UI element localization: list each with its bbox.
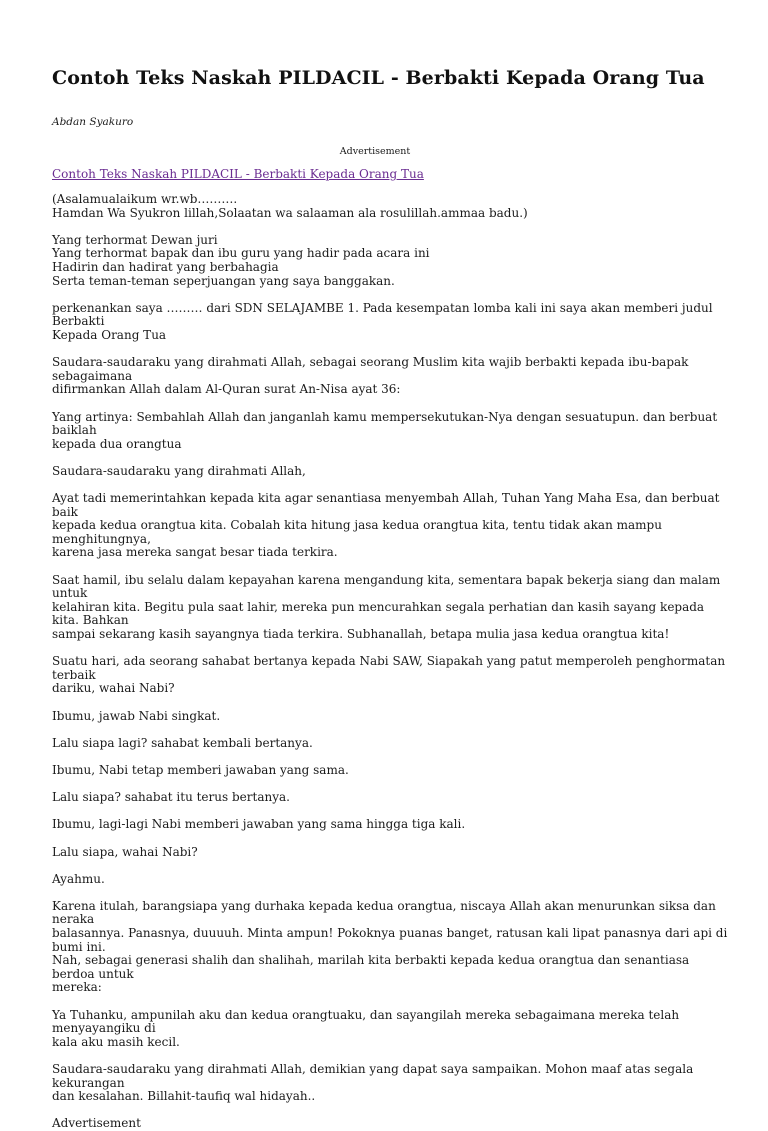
advertisement-label-bottom: Advertisement: [52, 1116, 141, 1131]
paragraph-dialogue-6: Lalu siapa, wahai Nabi?: [52, 844, 198, 859]
paragraph-closing: Saudara-saudaraku yang dirahmati Allah, demikian yang dapat saya sampaikan. Mohon maaf atas segala kekurangan dan kesalahan. Billahit-taufiq wal hidayah..: [52, 1062, 694, 1104]
paragraph-verse-explanation: Ayat tadi memerintahkan kepada kita agar senantiasa menyembah Allah, Tuhan Yang Maha Esa, dan berbuat baik kepada kedua orangtua kita. Cobalah kita hitung jasa kedua orangtua kita, tentu tidak akan mampu menghitungnya, karena jasa mereka sangat besar tiada terkira.: [52, 491, 720, 560]
paragraph-salam: (Asalamualaikum wr.wb………. Hamdan Wa Syukron lillah,Solaatan wa salaaman ala rosulillah.ammaa badu.): [52, 192, 528, 220]
paragraph-warning: Karena itulah, barangsiapa yang durhaka kepada kedua orangtua, niscaya Allah akan menurunkan siksa dan neraka balasannya. Panasnya, duuuuh. Minta ampun! Pokoknya puanas banget, ratusan kali lipat panasnya dari api di bumi ini. Nah, sebagai generasi shalih dan shalihah, marilah kita berbakti kepada kedua orangtua dan senantiasa berdoa untuk mereka:: [52, 898, 728, 995]
paragraph-dialogue-7: Ayahmu.: [52, 871, 105, 886]
document-body: [52, 193, 728, 1131]
paragraph-prayer: Ya Tuhanku, ampunilah aku dan kedua orangtuaku, dan sayangilah mereka sebagaimana mereka telah menyayangiku di kala aku masih kecil.: [52, 1007, 680, 1049]
document-title: Contoh Teks Naskah PILDACIL - Berbakti Kepada Orang Tua: [52, 67, 705, 89]
paragraph-dialogue-3: Ibumu, Nabi tetap memberi jawaban yang sama.: [52, 762, 349, 777]
paragraph-dialogue-4: Lalu siapa? sahabat itu terus bertanya.: [52, 790, 290, 805]
paragraph-greetings: Yang terhormat Dewan juri Yang terhormat bapak dan ibu guru yang hadir pada acara ini Hadirin dan hadirat yang berbahagia Serta teman-teman seperjuangan yang saya banggakan.: [52, 232, 430, 288]
paragraph-hadith-question: Suatu hari, ada seorang sahabat bertanya kepada Nabi SAW, Siapakah yang patut memperoleh penghormatan terbaik dariku, wahai Nabi?: [52, 654, 726, 696]
paragraph-parents-sacrifice: Saat hamil, ibu selalu dalam kepayahan karena mengandung kita, sementara bapak bekerja siang dan malam untuk kelahiran kita. Begitu pula saat lahir, mereka pun mencurahkan segala perhatian dan kasih sayang kepada kita. Bahkan sampai sekarang kasih sayangnya tiada terkira. Subhanallah, betapa mulia jasa kedua orangtua kita!: [52, 572, 721, 641]
advertisement-label-top: Advertisement: [339, 146, 411, 157]
paragraph-meaning: Yang artinya: Sembahlah Allah dan janganlah kamu mempersekutukan-Nya dengan sesuatupun. dan berbuat baiklah kepada dua orangtua: [52, 409, 718, 451]
paragraph-dialogue-2: Lalu siapa lagi? sahabat kembali bertanya.: [52, 735, 313, 750]
paragraph-introduction: perkenankan saya ……… dari SDN SELAJAMBE 1. Pada kesempatan lomba kali ini saya akan memberi judul Berbakti Kepada Orang Tua: [52, 300, 713, 342]
author-name: Abdan Syakuro: [52, 116, 134, 128]
paragraph-quran-reference: Saudara-saudaraku yang dirahmati Allah, sebagai seorang Muslim kita wajib berbakti kepada ibu-bapak sebagaimana difirmankan Allah dalam Al-Quran surat An-Nisa ayat 36:: [52, 355, 689, 397]
paragraph-dialogue-1: Ibumu, jawab Nabi singkat.: [52, 708, 221, 723]
document-title-link[interactable]: Contoh Teks Naskah PILDACIL - Berbakti Kepada Orang Tua: [52, 167, 424, 181]
paragraph-address: Saudara-saudaraku yang dirahmati Allah,: [52, 463, 306, 478]
paragraph-dialogue-5: Ibumu, lagi-lagi Nabi memberi jawaban yang sama hingga tiga kali.: [52, 817, 466, 832]
